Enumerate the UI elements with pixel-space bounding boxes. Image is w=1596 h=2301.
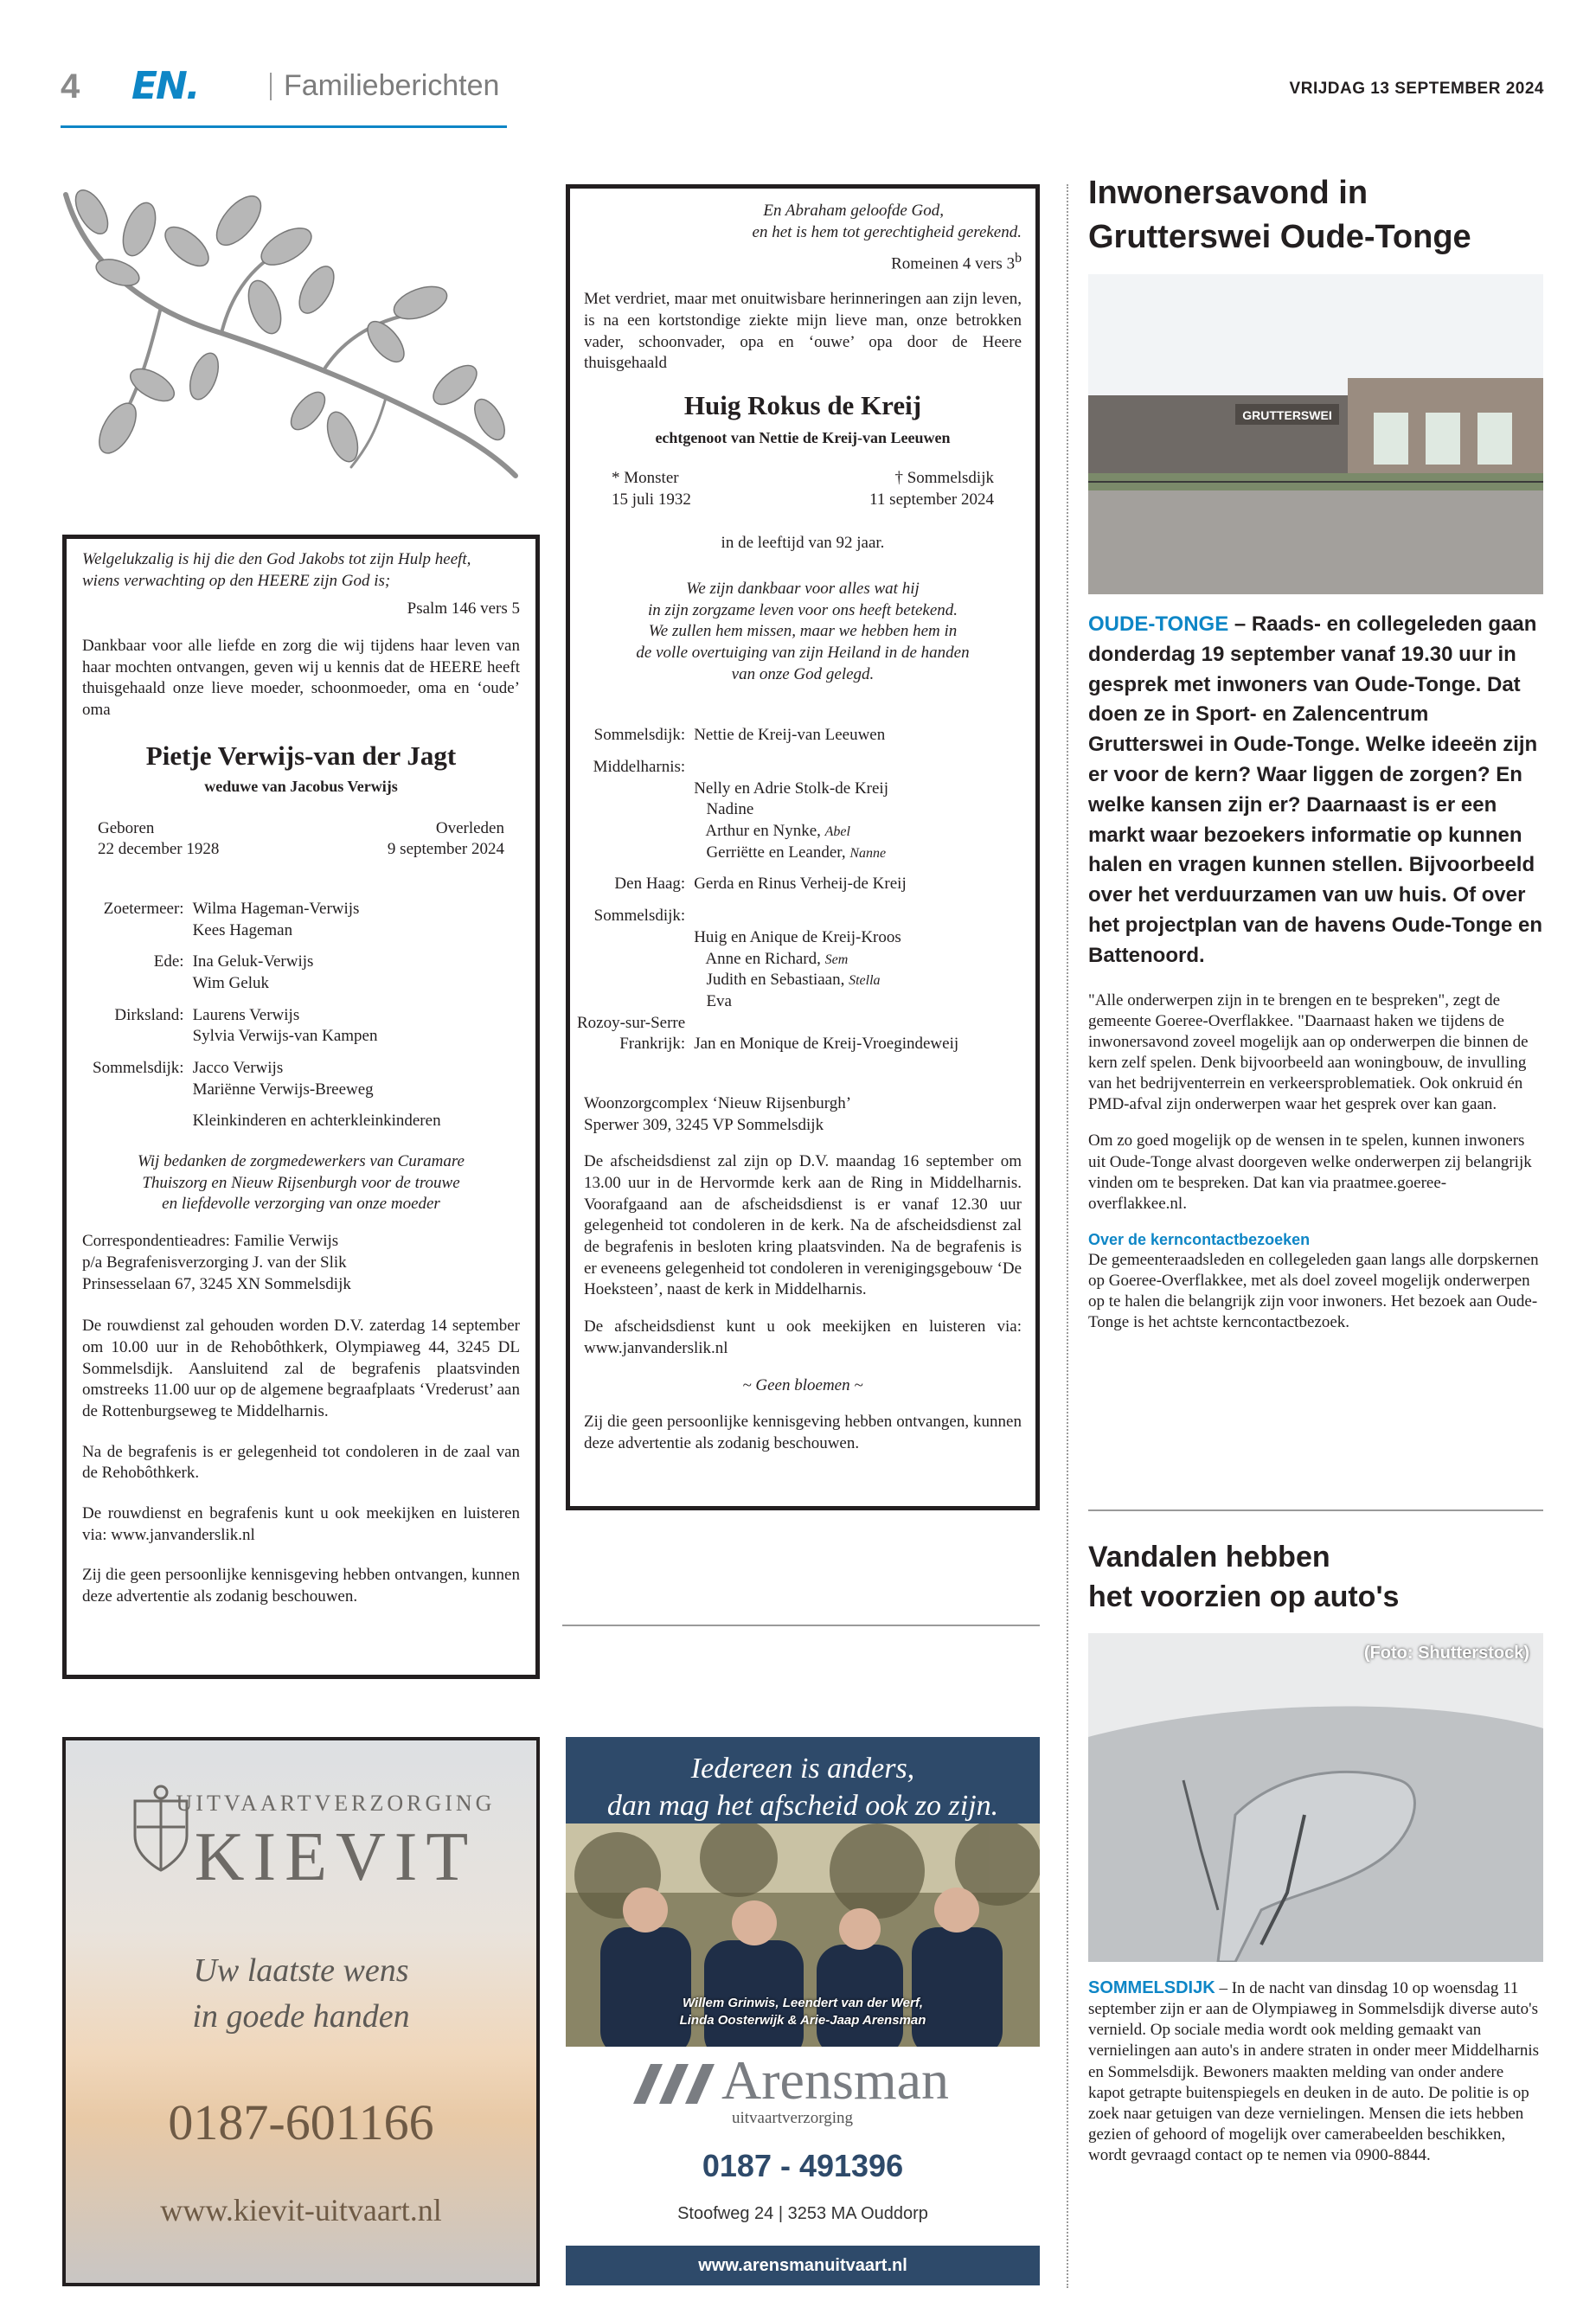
obit2-notice: Zij die geen persoonlijke kennisgeving hebben ontvangen, kunnen deze advertentie als zodanig beschouwen. xyxy=(584,1413,1022,1452)
obit1-family-names xyxy=(193,899,520,941)
broken-mirror-photo xyxy=(1088,1633,1543,1962)
obit1-dates xyxy=(82,818,520,861)
obituary-de-kreij xyxy=(566,184,1040,1510)
obit2-gratitude xyxy=(584,579,1022,685)
arensman-advertisement xyxy=(566,1737,1040,2285)
header-separator xyxy=(270,73,272,100)
section-title: Familieberichten xyxy=(284,69,500,102)
grutterswei-building-photo xyxy=(1088,274,1543,594)
thanks-line: Wij bedanken de zorgmedewerkers van Curamare xyxy=(138,1152,465,1171)
obit2-died-label: † Sommelsdijk xyxy=(894,468,994,487)
family-name: Anne en Richard, xyxy=(694,949,825,968)
caption-line: Willem Grinwis, Leendert van der Werf, xyxy=(683,1996,923,2010)
obit1-born-label: Geboren xyxy=(98,818,155,837)
great-grandchild: Nanne xyxy=(849,845,887,861)
address-line: Woonzorgcomplex ‘Nieuw Rijsenburgh’ xyxy=(584,1093,852,1112)
obit1-family-place: Sommelsdijk: xyxy=(93,1059,184,1077)
article1-paragraph: Om zo goed mogelijk op de wensen in te spelen, kunnen inwoners uit Oude-Tonge alvast doorgeven welke onderwerpen zij belangrijk vinden om te bespreken. Dat kan via praatmee.goeree-overflakkee.nl. xyxy=(1088,1131,1532,1213)
family-name: Jan en Monique de Kreij-Vroegindeweij xyxy=(694,1035,959,1054)
gratitude-line: de volle overtuiging van zijn Heiland in de handen xyxy=(636,643,970,662)
obit2-born-date: 15 juli 1932 xyxy=(612,490,691,509)
staff-caption xyxy=(566,1995,1040,2029)
obit2-intro: Met verdriet, maar met onuitwisbare herinneringen aan zijn leven, is na een kortstondige ziekte mijn lieve man, onze betrokken vader, schoonvader, opa en ‘ouwe’ opa door de Heere thuisgehaald xyxy=(584,290,1022,373)
family-name: Gerriëtte en Leander, xyxy=(694,843,850,862)
obit1-correspondence xyxy=(82,1231,520,1295)
building-sign: GRUTTERSWEI xyxy=(1242,408,1332,423)
obit2-verse-line-2: en het is hem tot gerechtigheid gerekend. xyxy=(752,222,1022,241)
family-name: Sylvia Verwijs-van Kampen xyxy=(192,1027,378,1046)
obit1-born-date: 22 december 1928 xyxy=(98,840,220,859)
family-name: Huig en Anique de Kreij-Kroos xyxy=(694,927,901,946)
obit2-family-names xyxy=(694,725,1022,747)
obit1-family-place: Dirksland: xyxy=(114,1005,184,1024)
great-grandchild: Stella xyxy=(849,973,881,989)
slogan-line: dan mag het afscheid ook zo zijn. xyxy=(606,1789,999,1822)
kievit-brand: KIEVIT xyxy=(194,1819,478,1895)
caption-line: Linda Oosterwijk & Arie-Jaap Arensman xyxy=(679,2012,926,2028)
obit1-name: Pietje Verwijs-van der Jagt xyxy=(145,740,457,771)
family-name: Laurens Verwijs xyxy=(192,1005,300,1024)
family-name: Mariënne Verwijs-Breeweg xyxy=(192,1080,374,1099)
title-line: het voorzien op auto's xyxy=(1088,1580,1400,1613)
obit2-age: in de leeftijd van 92 jaar. xyxy=(721,534,885,553)
article1-body xyxy=(1088,990,1543,1334)
article2-title xyxy=(1088,1538,1543,1618)
obit2-family-names xyxy=(694,1034,1022,1055)
photo-credit: (Foto: Shutterstock) xyxy=(1363,1643,1529,1663)
obit1-thanks xyxy=(82,1151,520,1215)
obit2-verse-ref xyxy=(584,250,1022,275)
obit1-family-names xyxy=(193,952,520,994)
correspondence-line: p/a Begrafenisverzorging J. van der Slik xyxy=(82,1253,347,1272)
obit2-family xyxy=(577,725,1022,1055)
obit2-service: De afscheidsdienst zal zijn op D.V. maandag 16 september om 13.00 uur in de Hervormde kerk aan de Ring in Middelharnis. Voorafgaand aan de afscheidsdienst is er vanaf 12.30 uur gelegenheid tot condoleren in de kerk. Na de afscheidsdienst zal de begrafenis in besloten kring plaatsvinden. Na de begrafenis is er eveneens gelegenheid tot condoleren in verenigingsgebouw ‘De Hoeksteen’, naast de kerk in Middelharnis. xyxy=(584,1152,1022,1299)
branch-illustration xyxy=(57,177,524,484)
arensman-brand: Arensman xyxy=(721,2049,950,2111)
address-line: Sperwer 309, 3245 VP Sommelsdijk xyxy=(584,1115,824,1134)
kievit-url: www.kievit-uitvaart.nl xyxy=(160,2193,442,2227)
obit1-family-names xyxy=(193,1005,520,1048)
family-name: Eva xyxy=(694,991,732,1010)
family-place-line: Frankrijk: xyxy=(619,1035,686,1054)
obit1-notice: Zij die geen persoonlijke kennisgeving hebben ontvangen, kunnen deze advertentie als zodanig beschouwen. xyxy=(82,1566,520,1606)
page-number: 4 xyxy=(61,67,80,106)
kievit-slogan xyxy=(66,1948,536,2040)
obit2-name: Huig Rokus de Kreij xyxy=(683,390,922,421)
family-place-line: Rozoy-sur-Serre xyxy=(577,1013,686,1032)
obituary-verwijs xyxy=(62,535,540,1679)
family-name: Jacco Verwijs xyxy=(192,1059,284,1077)
obit2-address xyxy=(584,1093,1022,1136)
column-divider xyxy=(1067,184,1068,2288)
article2-body-text: – In de nacht van dinsdag 10 op woensdag 11 september zijn er aan de Olympiaweg in Sommelsdijk diverse auto's vernield. Op sociale media wordt ook melding gemaakt van vernielingen aan auto's in andere straten in onder meer Middelharnis en Sommelsdijk. Bewoners maakten melding van onder andere kapot getrapte buitenspiegels en deuken in de auto. De politie is op zoek naar getuigen van deze vernielingen. Mensen die iets hebben gezien of gehoord of mogelijk over camerabeelden beschikken, wordt gevraagd contact op te nemen via 0900-8844. xyxy=(1088,1978,1539,2165)
obit2-family-place: Sommelsdijk: xyxy=(593,907,686,926)
family-name: Gerda en Rinus Verheij-de Kreij xyxy=(694,875,907,894)
kievit-advertisement xyxy=(62,1737,540,2286)
obit1-verse-line-1: Welgelukzalig is hij die den God Jakobs tot zijn Hulp heeft, xyxy=(82,550,471,568)
correspondence-line: Prinsesselaan 67, 3245 XN Sommelsdijk xyxy=(82,1274,351,1293)
family-name: Nettie de Kreij-van Leeuwen xyxy=(694,726,886,745)
thanks-line: en liefdevolle verzorging van onze moeder xyxy=(162,1195,440,1214)
kievit-label: UITVAARTVERZORGING xyxy=(176,1791,496,1816)
obit2-died-date: 11 september 2024 xyxy=(869,490,994,509)
family-name: Kees Hageman xyxy=(192,920,293,939)
divider-rule xyxy=(562,1625,1040,1626)
family-name: Wilma Hageman-Verwijs xyxy=(192,899,360,918)
article1-title: Inwonersavond in Grutterswei Oude-Tonge xyxy=(1088,175,1471,255)
newspaper-logo: EN. xyxy=(131,64,199,108)
article2-photo xyxy=(1088,1633,1543,1962)
obit2-flowers: ~ Geen bloemen ~ xyxy=(742,1375,863,1394)
article1-lead-text: – Raads- en collegeleden gaan donderdag 19 september vanaf 19.30 uur in gesprek met inwoners van Oude-Tonge. Dat doen ze in Sport- en Zalencentrum Grutterswei in Oude-Tonge. Welke ideeën zijn er voor de kern? Waar liggen de zorgen? En welke kansen zijn er? Daarnaast is er een markt waar bezoekers informatie op kunnen halen en vragen kunnen stellen. Bijvoorbeeld over het verduurzamen van uw huis. Of over het projectplan van de havens Oude-Tonge en Battenoord. xyxy=(1088,612,1542,967)
family-name: Wim Geluk xyxy=(192,973,269,992)
arensman-brand-sub: uitvaartverzorging xyxy=(732,2109,853,2127)
article2-dateline: SOMMELSDIJK xyxy=(1088,1977,1215,1997)
title-line: Vandalen hebben xyxy=(1088,1541,1330,1574)
obit2-family-place: Middelharnis: xyxy=(593,758,686,777)
issue-date: VRIJDAG 13 SEPTEMBER 2024 xyxy=(1289,80,1544,98)
obit2-family-names xyxy=(694,757,1022,863)
family-name: Judith en Sebastiaan, xyxy=(694,971,849,990)
obit1-verse-ref: Psalm 146 vers 5 xyxy=(407,599,520,619)
article-inwonersavond xyxy=(1088,171,1543,1349)
obit1-condolence: Na de begrafenis is er gelegenheid tot condoleren in de zaal van de Rehobôthkerk. xyxy=(82,1442,520,1483)
article1-paragraph: "Alle onderwerpen zijn in te brengen en te bespreken", zegt de gemeente Goeree-Overflakkee. "Daarnaast haken we tijdens de inwonersavond zoveel mogelijk aan op onderwerpen die binnen de kern zelf spelen. Denk bijvoorbeeld aan woningbouw, de invulling van het bedrijventerrein en verkeersproblematiek. Ook onkruid én PMD-afval zijn onderwerpen waar het gesprek over kan gaan. xyxy=(1088,990,1529,1114)
obit2-family-place: Den Haag: xyxy=(614,875,686,894)
arensman-phone: 0187 - 491396 xyxy=(702,2148,904,2183)
obit2-verse-line-1: En Abraham geloofde God, xyxy=(763,202,944,220)
obit2-family-place-multi xyxy=(577,1013,685,1055)
obit2-family-names xyxy=(694,874,1022,895)
obit1-died-date: 9 september 2024 xyxy=(387,840,504,859)
obit1-family-place: Zoetermeer: xyxy=(103,899,184,918)
family-name: Nelly en Adrie Stolk-de Kreij xyxy=(694,779,888,798)
arensman-slogan xyxy=(566,1751,1040,1824)
header-rule xyxy=(61,125,507,128)
gratitude-line: in zijn zorgzame leven voor ons heeft betekend. xyxy=(647,600,958,619)
family-name: Nadine xyxy=(694,800,754,819)
gratitude-line: We zullen hem missen, maar we hebben hem in xyxy=(648,622,958,641)
article1-lead xyxy=(1088,610,1543,971)
obit2-dates xyxy=(584,468,1022,510)
family-name: Ina Geluk-Verwijs xyxy=(192,952,314,971)
slogan-line: Iedereen is anders, xyxy=(690,1753,915,1785)
correspondence-line: Correspondentieadres: Familie Verwijs xyxy=(82,1232,339,1251)
great-grandchild: Abel xyxy=(824,824,850,840)
obit1-grandchildren: Kleinkinderen en achterkleinkinderen xyxy=(192,1112,441,1131)
thanks-line: Thuiszorg en Nieuw Rijsenburgh voor de trouwe xyxy=(142,1173,460,1192)
obit1-intro: Dankbaar voor alle liefde en zorg die wij tijdens haar leven van haar mochten ontvangen, geven wij u kennis dat de HEERE heeft thuisgehaald onze lieve moeder, schoonmoeder, oma en ‘oude’ oma xyxy=(82,637,520,720)
obit1-family-place: Ede: xyxy=(153,952,184,971)
obit1-stream: De rouwdienst en begrafenis kunt u ook meekijken en luisteren via: www.janvanderslik.nl xyxy=(82,1504,520,1544)
obit1-subtitle: weduwe van Jacobus Verwijs xyxy=(204,778,398,796)
great-grandchild: Sem xyxy=(824,952,849,967)
gratitude-line: van onze God gelegd. xyxy=(731,664,875,683)
verse-ref-text: Romeinen 4 vers 3 xyxy=(891,254,1016,273)
obit1-verse-line-2: wiens verwachting op den HEERE zijn God is; xyxy=(82,571,391,590)
obit1-died-label: Overleden xyxy=(435,818,504,837)
slogan-line: Uw laatste wens xyxy=(193,1952,409,1989)
article1-subhead: Over de kerncontactbezoeken xyxy=(1088,1230,1311,1248)
article2-body xyxy=(1088,1977,1543,2166)
obit1-service: De rouwdienst zal gehouden worden D.V. zaterdag 14 september om 10.00 uur in de Rehobôthkerk, Olympiaweg 44, 3245 DL Sommelsdijk. Aansluitend zal de begrafenis plaatsvinden omstreeks 11.00 uur op de algemene begraafplaats ‘Vrederust’ aan de Rottenburgseweg te Middelharnis. xyxy=(82,1317,520,1420)
divider-rule xyxy=(1088,1509,1543,1511)
article1-photo xyxy=(1088,274,1543,594)
kievit-phone: 0187-601166 xyxy=(168,2094,434,2150)
gratitude-line: We zijn dankbaar voor alles wat hij xyxy=(686,579,920,598)
arensman-logo-icon xyxy=(633,2061,720,2107)
obit1-family xyxy=(93,899,520,1132)
arensman-address: Stoofweg 24 | 3253 MA Ouddorp xyxy=(677,2204,928,2223)
arensman-url: www.arensmanuitvaart.nl xyxy=(566,2246,1040,2285)
obit2-family-names xyxy=(694,906,1022,1012)
obit2-born-label: * Monster xyxy=(612,468,679,487)
verse-ref-sup: b xyxy=(1015,251,1022,266)
article1-dateline: OUDE-TONGE xyxy=(1088,612,1229,637)
obit2-stream: De afscheidsdienst kunt u ook meekijken en luisteren via: www.janvanderslik.nl xyxy=(584,1317,1022,1357)
article1-paragraph: De gemeenteraadsleden en collegeleden gaan langs alle dorpskernen op Goeree-Overflakkee, met als doel zoveel mogelijk onderwerpen op te halen die belangrijk zijn voor inwoners. Het bezoek aan Oude-Tonge is het achtste kerncontactbezoek. xyxy=(1088,1250,1539,1332)
obit2-subtitle: echtgenoot van Nettie de Kreij-van Leeuwen xyxy=(655,429,951,447)
page-header xyxy=(61,62,1544,114)
article-vandalen xyxy=(1088,1538,1543,2166)
obit2-family-place: Sommelsdijk: xyxy=(593,726,686,745)
slogan-line: in goede handen xyxy=(192,1998,410,2035)
family-name: Arthur en Nynke, xyxy=(694,822,825,841)
obit1-family-names xyxy=(193,1058,520,1100)
